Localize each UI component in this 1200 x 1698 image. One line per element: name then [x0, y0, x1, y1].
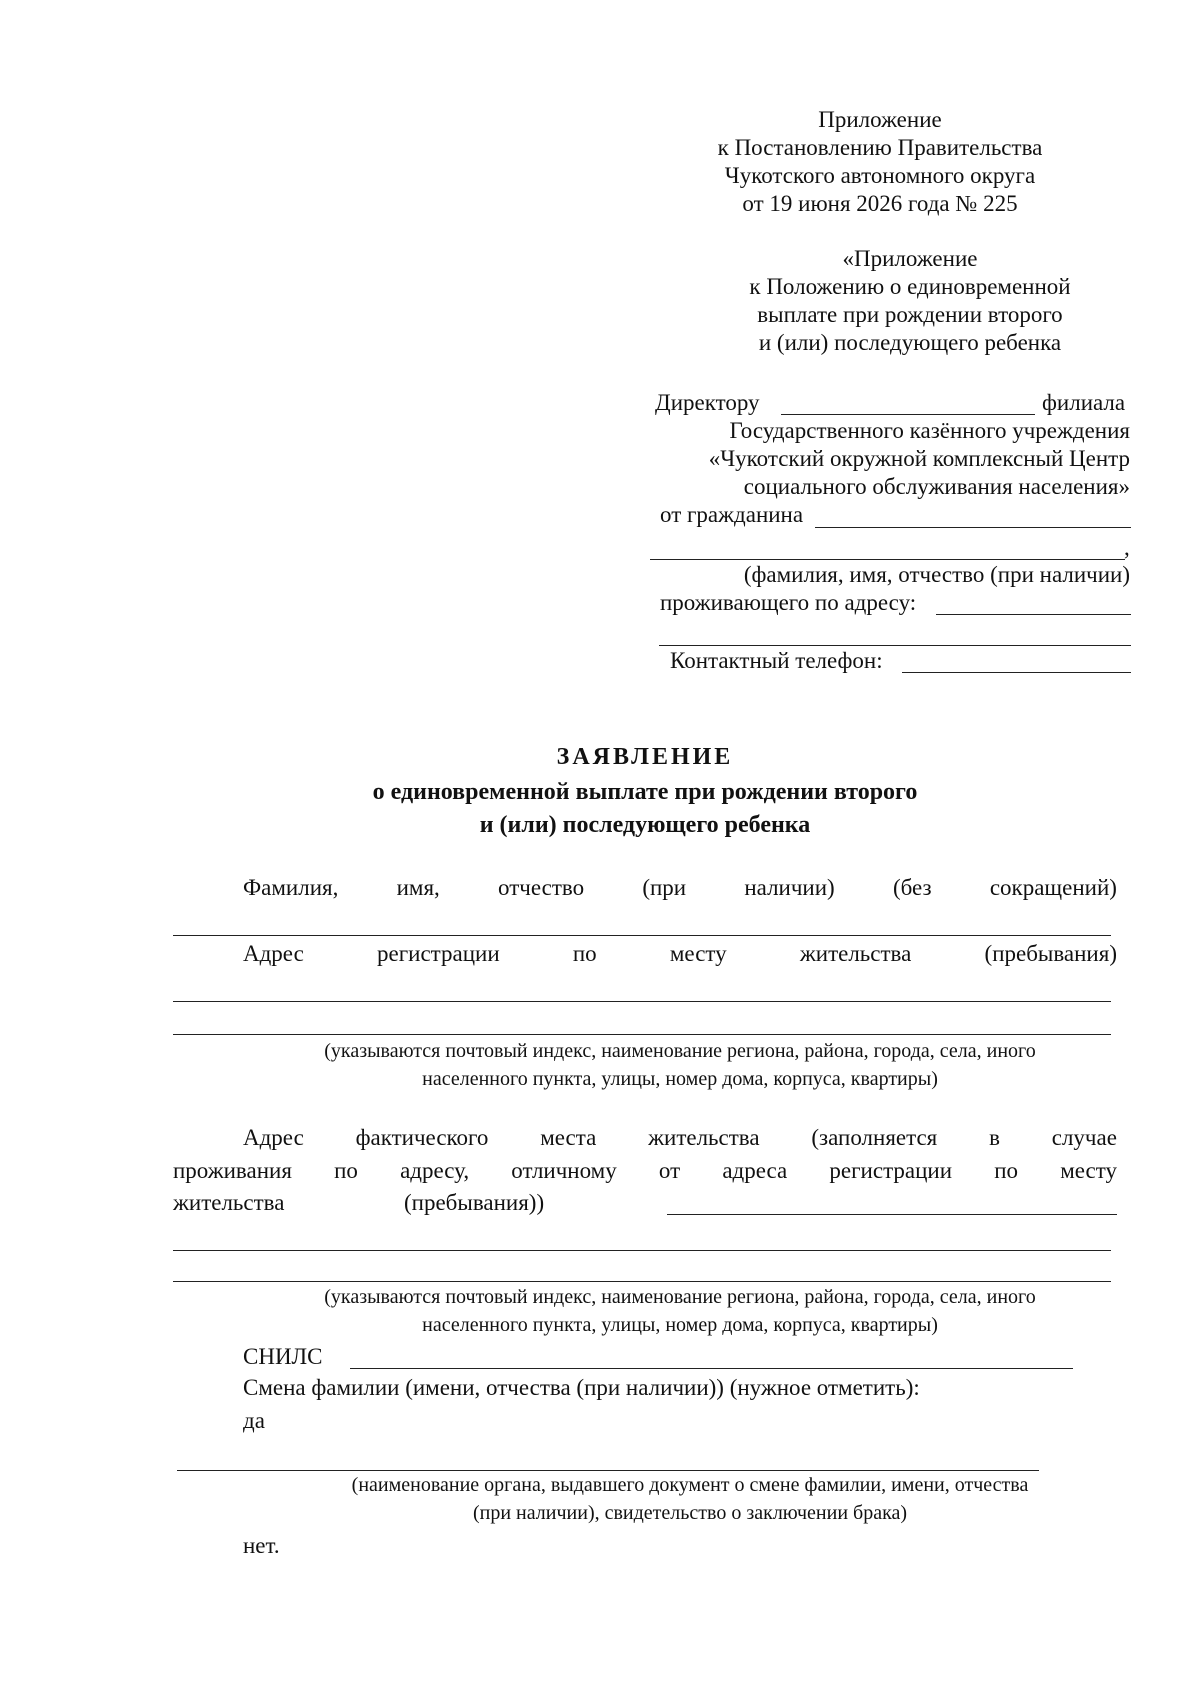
director-prefix: Директору [655, 390, 760, 415]
reg-address-word: Адрес [243, 941, 304, 966]
document-subtitle-line-1: о единовременной выплате при рождении второго [372, 779, 918, 805]
residing-address-field-2[interactable] [659, 645, 1131, 646]
name-change-no-option[interactable]: нет. [243, 1533, 280, 1558]
actual-address-word: жительства [648, 1125, 760, 1150]
institution-line-3: социального обслуживания населения» [743, 474, 1130, 499]
residing-at-label: проживающего по адресу: [660, 590, 917, 615]
authority-hint-line-2: (при наличии), свидетельство о заключении брака) [472, 1502, 908, 1524]
reg-address-field-2[interactable] [173, 1034, 1111, 1035]
citizen-name-field-2[interactable] [650, 559, 1125, 560]
fio-word: имя, [396, 875, 440, 900]
reg-address-word: (пребывания) [984, 941, 1117, 966]
appendix-line-4: от 19 июня 2026 года № 225 [742, 191, 1018, 216]
reg-address-word: регистрации [377, 941, 500, 966]
fio-word: (при [642, 875, 687, 900]
actual-address-word: адресу, [400, 1158, 470, 1183]
citizen-name-field[interactable] [815, 527, 1131, 528]
phone-field[interactable] [902, 672, 1131, 673]
actual-address-hint-line-2: населенного пункта, улицы, номер дома, корпуса, квартиры) [422, 1314, 938, 1336]
actual-address-word: проживания [173, 1158, 292, 1183]
actual-address-word: регистрации [829, 1158, 953, 1183]
fio-hint: (фамилия, имя, отчество (при наличии) [743, 562, 1130, 587]
name-change-label: Смена фамилии (имени, отчества (при наличии)) (нужное отметить): [243, 1375, 920, 1400]
reg-address-hint-line-1: (указываются почтовый индекс, наименование региона, района, города, села, иного [324, 1040, 1036, 1062]
actual-address-word: Адрес [243, 1125, 304, 1150]
institution-line-2: «Чукотский окружной комплексный Центр [708, 446, 1130, 471]
actual-address-field[interactable] [667, 1214, 1117, 1215]
sub-appendix-line-2: к Положению о единовременной [749, 274, 1071, 299]
sub-appendix-line-1: «Приложение [842, 246, 978, 271]
appendix-line-2: к Постановлению Правительства [717, 135, 1043, 160]
actual-address-word: по [334, 1158, 358, 1183]
institution-line-1: Государственного казённого учреждения [729, 418, 1130, 443]
director-suffix: филиала [1042, 390, 1126, 415]
sub-appendix-line-3: выплате при рождении второго [757, 302, 1063, 327]
sub-appendix-line-4: и (или) последующего ребенка [758, 330, 1062, 355]
director-name-field[interactable] [781, 414, 1035, 415]
fio-label [243, 874, 1117, 902]
actual-address-word: (заполняется [811, 1125, 938, 1150]
actual-address-word: адреса [722, 1158, 788, 1183]
actual-address-word: месту [1060, 1158, 1117, 1183]
authority-name-field[interactable] [177, 1470, 1039, 1471]
actual-address-word: по [994, 1158, 1019, 1183]
actual-address-word: случае [1051, 1125, 1117, 1150]
actual-address-line-2 [173, 1157, 1117, 1185]
reg-address-word: по [572, 941, 597, 966]
snils-field[interactable] [350, 1368, 1073, 1369]
document-subtitle-line-2: и (или) последующего ребенка [479, 812, 811, 838]
actual-address-word: от [658, 1158, 681, 1183]
reg-address-hint-line-2: населенного пункта, улицы, номер дома, корпуса, квартиры) [422, 1068, 938, 1090]
actual-address-word: фактического [355, 1125, 489, 1150]
comma: , [1124, 535, 1130, 560]
actual-address-line-3b: (пребывания)) [404, 1190, 545, 1215]
fio-word: наличии) [744, 875, 835, 900]
from-citizen-label: от гражданина [660, 502, 804, 527]
reg-address-word: жительства [799, 941, 912, 966]
snils-label: СНИЛС [243, 1344, 323, 1369]
fio-word: Фамилия, [243, 875, 339, 900]
reg-address-word: месту [669, 941, 727, 966]
actual-address-word: отличному [511, 1158, 617, 1183]
actual-address-line-3a: жительства [173, 1190, 285, 1215]
actual-address-field-2[interactable] [173, 1250, 1111, 1251]
actual-address-hint-line-1: (указываются почтовый индекс, наименование региона, района, города, села, иного [324, 1286, 1036, 1308]
phone-label: Контактный телефон: [670, 648, 883, 673]
actual-address-field-3[interactable] [173, 1281, 1111, 1282]
actual-address-word: места [540, 1125, 597, 1150]
reg-address-field[interactable] [173, 1001, 1111, 1002]
actual-address-line-1 [243, 1124, 1117, 1152]
document-title: ЗАЯВЛЕНИЕ [556, 744, 734, 770]
actual-address-word: в [989, 1125, 1000, 1150]
fio-word: отчество [498, 875, 585, 900]
name-change-yes-option[interactable]: да [243, 1408, 265, 1433]
appendix-line-3: Чукотского автономного округа [724, 163, 1036, 188]
fio-word: (без [892, 875, 932, 900]
fio-field[interactable] [173, 935, 1111, 936]
fio-word: сокращений) [989, 875, 1117, 900]
authority-hint-line-1: (наименование органа, выдавшего документ о смене фамилии, имени, отчества [351, 1474, 1029, 1496]
appendix-line-1: Приложение [818, 107, 942, 132]
reg-address-label [243, 940, 1117, 968]
residing-address-field[interactable] [936, 614, 1131, 615]
